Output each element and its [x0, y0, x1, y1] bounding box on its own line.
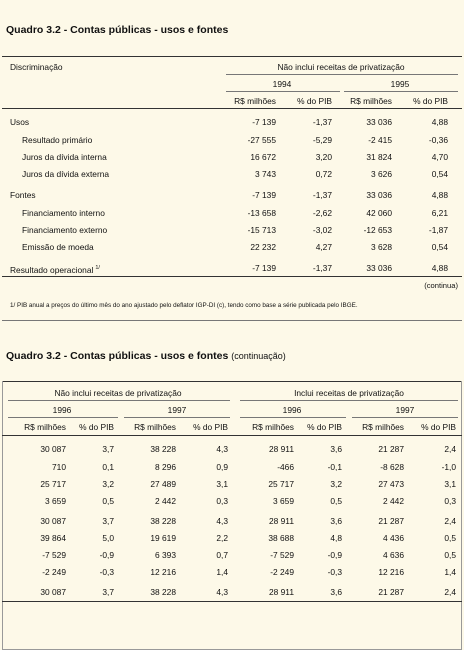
table-cell: 3,1 [216, 479, 228, 489]
table-cell: 3,7 [102, 516, 114, 526]
table-cell: -1,0 [441, 462, 456, 472]
table-cell: 0,5 [330, 496, 342, 506]
table-cell: 0,1 [102, 462, 114, 472]
table-cell: 25 717 [40, 479, 66, 489]
col-header: R$ milhões [234, 96, 276, 106]
year-rule [124, 417, 230, 418]
table-cell: 42 060 [366, 208, 392, 218]
table-cell: 3 628 [371, 242, 392, 252]
table-cell: 4,27 [315, 242, 332, 252]
table-cell: 28 911 [269, 516, 294, 526]
table-cell: 27 473 [378, 479, 404, 489]
table-cell: 6,21 [431, 208, 448, 218]
table-cell: -5,29 [312, 135, 332, 145]
table-cell: -0,9 [99, 550, 114, 560]
table-cell: 6 393 [155, 550, 176, 560]
table-cell: -466 [277, 462, 294, 472]
table-cell: 4,88 [431, 263, 448, 273]
table-cell: 2,4 [444, 587, 456, 597]
table-cell: 2,2 [216, 533, 228, 543]
table-cell: 4,3 [216, 516, 228, 526]
table-cell: -8 628 [380, 462, 404, 472]
table-cell: 3,1 [444, 479, 456, 489]
table-cell: -3,02 [312, 225, 332, 235]
table-cell: -1,87 [428, 225, 448, 235]
table-cell: 3,7 [102, 587, 114, 597]
table-cell: 0,3 [216, 496, 228, 506]
table2-bottom-rule [2, 601, 462, 602]
table-cell: 38 228 [150, 516, 176, 526]
table1-header-rule [2, 108, 462, 109]
table-cell: 25 717 [268, 479, 294, 489]
table-cell: 0,7 [216, 550, 228, 560]
table-cell: -1,37 [312, 117, 332, 127]
table-cell: 0,5 [444, 533, 456, 543]
table-cell: -15 713 [247, 225, 276, 235]
table-cell: 4,88 [431, 117, 448, 127]
table-cell: 3,6 [330, 587, 342, 597]
table-cell: 0,3 [444, 496, 456, 506]
table2-group-header: Não inclui receitas de privatização [54, 388, 182, 398]
table-cell: 31 824 [366, 152, 392, 162]
table-cell: 4 636 [383, 550, 404, 560]
year-rule [8, 417, 118, 418]
table-cell: 3,6 [330, 516, 342, 526]
continues-label: (continua) [424, 281, 458, 290]
table-cell: -2 249 [270, 567, 294, 577]
col-header: % do PIB [307, 422, 342, 432]
table-cell: -13 658 [247, 208, 276, 218]
table-cell: 4,3 [216, 587, 228, 597]
table-cell: 0,72 [315, 169, 332, 179]
year-rule [344, 91, 458, 92]
table-cell: -0,36 [428, 135, 448, 145]
table-cell: -7 139 [252, 117, 276, 127]
table-cell: -1,37 [312, 190, 332, 200]
table2-title-text: Quadro 3.2 - Contas públicas - usos e fontes [6, 350, 229, 362]
table-cell: 27 489 [150, 479, 176, 489]
table-cell: 4 436 [383, 533, 404, 543]
table-cell: 710 [52, 462, 66, 472]
discriminacao-header: Discriminação [10, 62, 63, 72]
table-cell: 33 036 [366, 263, 392, 273]
table-cell: 3,2 [330, 479, 342, 489]
table-cell: 3 659 [273, 496, 294, 506]
table-cell: 4,70 [431, 152, 448, 162]
row-label-text: Usos [10, 117, 30, 127]
col-header: % do PIB [193, 422, 228, 432]
table-cell: -7 529 [270, 550, 294, 560]
table-cell: 0,5 [444, 550, 456, 560]
table1-top-rule [2, 56, 462, 57]
row-label-text: Resultado primário [22, 135, 93, 145]
table-cell: -12 653 [363, 225, 392, 235]
year-rule [226, 91, 340, 92]
table-cell: 2,4 [444, 516, 456, 526]
table-cell: -2 249 [42, 567, 66, 577]
col-header: % do PIB [79, 422, 114, 432]
table-cell: 30 087 [40, 587, 66, 597]
table-cell: 0,5 [102, 496, 114, 506]
row-label [10, 190, 36, 200]
table2-year: 1997 [395, 405, 415, 415]
table2-year: 1997 [167, 405, 187, 415]
footnote-mark: 1/ [95, 265, 100, 271]
row-label-text: Resultado operacional [10, 264, 94, 275]
table1-year: 1994 [272, 79, 292, 89]
table-cell: -2 415 [368, 135, 392, 145]
col-header: R$ milhões [252, 422, 294, 432]
table2-title [6, 350, 286, 362]
table1-year: 1995 [390, 79, 410, 89]
table-cell: -27 555 [247, 135, 276, 145]
row-label-text: Emissão de moeda [22, 242, 94, 252]
table1-group-header: Não inclui receitas de privatização [277, 62, 405, 72]
table-cell: 33 036 [366, 117, 392, 127]
table-cell: 2 442 [155, 496, 176, 506]
table-cell: 8 296 [155, 462, 176, 472]
footnote: 1/ PIB anual a preços do último mês do ano ajustado pelo deflator IGP-DI (c), tendo como base a série publicada pelo IBGE. [10, 302, 358, 309]
row-label-text: Juros da dívida interna [22, 152, 107, 162]
year-rule [240, 417, 346, 418]
table-cell: 3 626 [371, 169, 392, 179]
table-cell: 1,4 [444, 567, 456, 577]
table-cell: -0,1 [327, 462, 342, 472]
group-header-rule [240, 400, 458, 401]
table-cell: 3,6 [330, 444, 342, 454]
table2-title-suffix: (continuação) [231, 351, 286, 361]
col-header: R$ milhões [24, 422, 66, 432]
year-rule [352, 417, 458, 418]
table2-year: 1996 [282, 405, 302, 415]
table-cell: 3 743 [255, 169, 276, 179]
table-cell: -0,3 [99, 567, 114, 577]
table-cell: 0,54 [431, 242, 448, 252]
group-header-rule [8, 400, 230, 401]
table-cell: -0,3 [327, 567, 342, 577]
table-cell: -7 139 [252, 190, 276, 200]
table1-end-rule [2, 320, 462, 321]
table-cell: 38 228 [150, 587, 176, 597]
row-label [22, 152, 107, 162]
table-cell: 3,2 [102, 479, 114, 489]
row-label [22, 242, 94, 252]
col-header: % do PIB [297, 96, 332, 106]
table-cell: -2,62 [312, 208, 332, 218]
col-header: R$ milhões [134, 422, 176, 432]
row-label [22, 225, 107, 235]
table-cell: 21 287 [378, 516, 404, 526]
table-cell: 12 216 [378, 567, 404, 577]
table-cell: 1,4 [216, 567, 228, 577]
col-header: % do PIB [421, 422, 456, 432]
table-cell: 5,0 [102, 533, 114, 543]
table-cell: 4,88 [431, 190, 448, 200]
table-cell: 21 287 [378, 587, 404, 597]
table-cell: 28 911 [269, 444, 294, 454]
table-cell: 33 036 [366, 190, 392, 200]
col-header: R$ milhões [350, 96, 392, 106]
table-cell: 3,7 [102, 444, 114, 454]
table2-group-header: Inclui receitas de privatização [294, 388, 404, 398]
row-label [22, 135, 92, 145]
table-cell: 28 911 [269, 587, 294, 597]
col-header: % do PIB [413, 96, 448, 106]
table2-header-rule [2, 435, 462, 436]
row-label [10, 263, 100, 275]
table-cell: 38 688 [268, 533, 294, 543]
row-label [22, 169, 109, 179]
table1-bottom-rule [2, 276, 462, 277]
row-label-text: Financiamento interno [22, 208, 105, 218]
table-cell: 21 287 [378, 444, 404, 454]
group-header-rule [226, 74, 458, 75]
table-cell: 4,3 [216, 444, 228, 454]
table-cell: -1,37 [312, 263, 332, 273]
row-label-text: Juros da dívida externa [22, 169, 110, 179]
table-cell: 4,8 [330, 533, 342, 543]
table-cell: -7 139 [252, 263, 276, 273]
table-cell: 12 216 [150, 567, 176, 577]
table-cell: 16 672 [250, 152, 276, 162]
table-cell: 30 087 [40, 444, 66, 454]
table-cell: 19 619 [150, 533, 176, 543]
table-cell: 30 087 [40, 516, 66, 526]
row-label [10, 117, 29, 127]
table-cell: 2 442 [383, 496, 404, 506]
table2-year: 1996 [52, 405, 72, 415]
row-label-text: Fontes [10, 190, 36, 200]
table-cell: -7 529 [42, 550, 66, 560]
table-cell: 0,9 [216, 462, 228, 472]
table-cell: 3 659 [45, 496, 66, 506]
row-label-text: Financiamento externo [22, 225, 108, 235]
table-cell: 2,4 [444, 444, 456, 454]
table-cell: -0,9 [327, 550, 342, 560]
row-label [22, 208, 105, 218]
table-cell: 38 228 [150, 444, 176, 454]
col-header: R$ milhões [362, 422, 404, 432]
table1-title: Quadro 3.2 - Contas públicas - usos e fontes [6, 24, 229, 36]
table-cell: 39 864 [40, 533, 66, 543]
table-cell: 3,20 [315, 152, 332, 162]
table-cell: 22 232 [250, 242, 276, 252]
table-cell: 0,54 [431, 169, 448, 179]
